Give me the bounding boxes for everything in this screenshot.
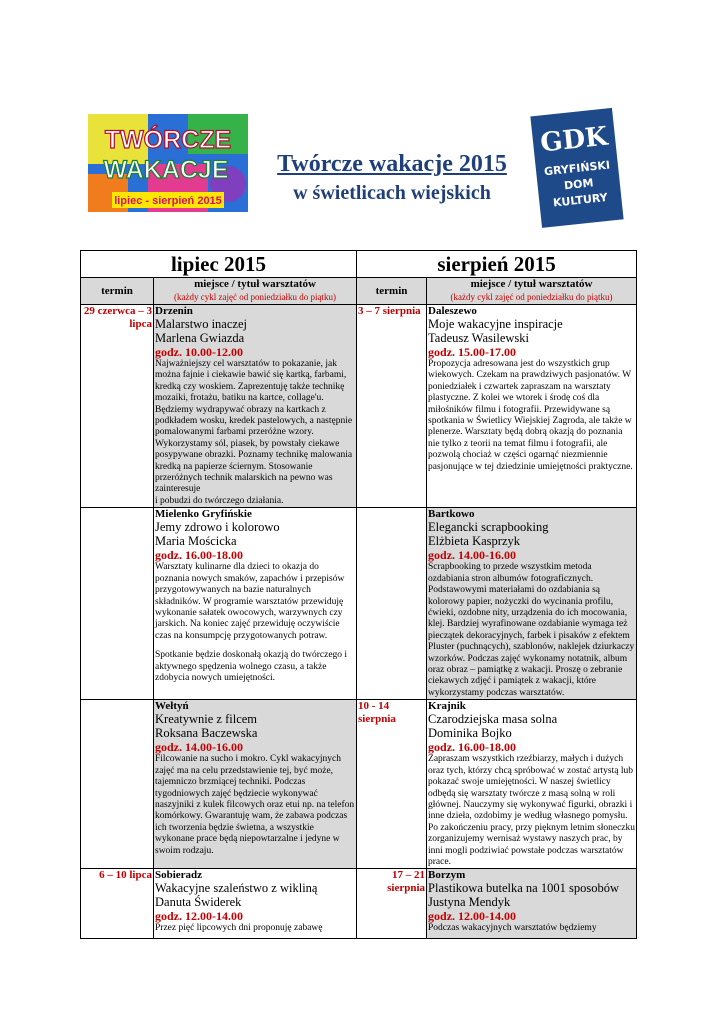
description-text: Propozycja adresowana jest do wszystkich grup wiekowych. Czekam na prawdziwych pasjonatów. W poniedziałek i czwartek zapraszam na warsztaty plastyczne. Z kolei we wtorek i środę coś dla miłośników filmu i fotografii. Przewidywane są spotkania w Świetlicy Wiejskiej Zagroda, ale także w plenerze. Warsztaty będą dobrą okazją do poznania nie tylko z teorii na temat filmu i fotografii, ale pozwolą chociaż w części ogarnąć niezmiennie pasjonujące w tej dziedzinie umiejętności praktyczne. bbox=[428, 359, 633, 472]
workshop-place: Sobieradz bbox=[155, 869, 203, 882]
workshop-leader: Marlena Gwiazda bbox=[155, 331, 245, 345]
term-cell bbox=[81, 700, 154, 869]
description-text: Zapraszam wszystkich rzeźbiarzy, małych i dużych oraz tych, którzy chcą spróbować w zostać artystą lub pokazać swoje umiejętności. W naszej świetlicy odbędą się warsztaty twórcze z masą solną w roli głównej. Nauczymy się wykonywać figurki, obrazki i inne dzieła, ozdobimy je według własnego pomysłu. Po zakończeniu pracy, przy pięknym letnim słoneczku zorganizujemy wernisaż wystawy naszych prac, by inni mogli podziwiać powstałe podczas warsztatów prace. bbox=[428, 754, 636, 867]
table-row bbox=[81, 508, 637, 700]
workshop-leader: Elżbieta Kasprzyk bbox=[428, 534, 520, 549]
description-text-2: i pobudzi do twórczego działania. bbox=[155, 495, 284, 506]
workshop-topic: Kreatywnie z filcem bbox=[155, 712, 258, 727]
col-term-left: termin bbox=[81, 278, 154, 305]
tworcze-wakacje-logo bbox=[88, 114, 248, 212]
workshop-place: Bartkowo bbox=[428, 508, 475, 521]
table-row bbox=[81, 869, 637, 939]
col-place-right bbox=[427, 278, 637, 305]
workshop-cell bbox=[427, 508, 637, 700]
table-row bbox=[81, 700, 637, 869]
workshop-cell bbox=[427, 700, 637, 869]
workshop-leader: Danuta Świderek bbox=[155, 895, 242, 910]
workshop-leader: Tadeusz Wasilewski bbox=[428, 331, 530, 345]
workshop-cell bbox=[427, 869, 637, 939]
workshop-description bbox=[428, 562, 635, 699]
description-text: Warsztaty kulinarne dla dzieci to okazja do poznania nowych smaków, zapachów i przepisów przygotowywanych na bazie naturalnych składników. W programie warsztatów przewiduję wykonanie sałatek owocowych, warzywnych czy jarskich. Na koniec zajęć przewiduję oczywiście czas na konsumpcję przygotowanych potraw. bbox=[155, 562, 345, 641]
workshop-cell bbox=[154, 869, 357, 939]
workshop-description bbox=[428, 359, 635, 473]
gdk-line1: GRYFIŃSKI bbox=[543, 158, 611, 179]
term-cell: 17 – 21 sierpnia bbox=[357, 869, 427, 939]
col-term-right: termin bbox=[357, 278, 427, 305]
workshop-place: Mielenko Gryfińskie bbox=[155, 508, 252, 521]
description-text: Filcowanie na sucho i mokro. Cykl wakacyjnych zajęć ma na celu przedstawienie tej, być może, tajemniczo brzmiącej techniki. Podczas tygodniowych zajęć będziecie wykonywać naszyjniki z kulek filcowych oraz etui np. na telefon komórkowy. Gwarantuję wam, że zabawa podczas ich tworzenia będzie świetna, a wszystkie wykonane prace będą niepowtarzalne i jedyne w swoim rodzaju. bbox=[155, 754, 355, 856]
term-cell: 3 – 7 sierpnia bbox=[357, 305, 427, 508]
col-place-left-label: miejsce / tytuł warsztatów bbox=[194, 278, 316, 290]
schedule-table bbox=[80, 250, 637, 939]
term-cell: 29 czerwca – 3 lipca bbox=[81, 305, 154, 508]
term-cell: 6 – 10 lipca bbox=[81, 869, 154, 939]
logo-dates: lipiec - sierpień 2015 bbox=[114, 195, 222, 207]
description-text: Scrapbooking to przede wszystkim metoda ozdabiania stron albumów fotograficznych. Podstawowymi materiałami do ozdabiania są kolorowy papier, nożyczki do wycinania profilu, ćwieki, ozdobne nity, urządzenia do ich mocowania, klej. Bardziej wyrafinowane ozdabianie wymaga też pieczątek dekoracyjnych, farbek i pisaków z efektem Pluster (puchnących), szablonów, naklejek dziurkaczy wzorków. Podczas zajęć wykonamy notatnik, album oraz obraz – pamiątkę z wakacji. Proszę o zebranie ciekawych zdjęć i pamiątek z wakacji, które wykorzystamy podczas warsztatów. bbox=[428, 562, 635, 698]
table-row bbox=[81, 305, 637, 508]
workshop-time: godz. 14.00-16.00 bbox=[155, 740, 243, 755]
col-note-left: (każdy cykl zajęć od poniedziałku do piątku) bbox=[174, 292, 336, 302]
workshop-topic: Wakacyjne szaleństwo z wikliną bbox=[155, 881, 318, 896]
logo-line2: WAKACJE bbox=[103, 156, 229, 184]
workshop-description bbox=[155, 923, 355, 934]
month-right: sierpień 2015 bbox=[357, 251, 637, 278]
term-cell bbox=[357, 508, 427, 700]
title-line2: w świetlicach wiejskich bbox=[293, 182, 491, 204]
workshop-description bbox=[428, 754, 635, 868]
column-header-row bbox=[81, 278, 637, 305]
workshop-leader: Roksana Baczewska bbox=[155, 726, 258, 741]
workshop-description bbox=[155, 359, 355, 507]
workshop-topic: Czarodziejska masa solna bbox=[428, 712, 558, 727]
description-text: Najważniejszy cel warsztatów to pokazanie, jak można fajnie i ciekawie bawić się kartką, farbami, kredką czy woskiem. Zaprezentuję także technikę mozaiki, frotażu, batiku na kartce, collage'u. Będziemy wydrapywać obrazy na kartkach z podkładem wosku, kredek pastelowych, a następnie pomalowanymi farbami przeróżne wzory. Wykorzystamy sól, piasek, by powstały ciekawe posypywane obrazki. Poznamy technikę malowania kredką na papierze ściernym. Stosowanie przeróżnych technik malarskich na pewno was zainteresuje bbox=[155, 359, 353, 495]
workshop-description bbox=[155, 562, 355, 684]
workshop-leader: Justyna Mendyk bbox=[428, 895, 511, 910]
gdk-logo bbox=[528, 104, 624, 232]
col-place-left bbox=[154, 278, 357, 305]
workshop-topic: Jemy zdrowo i kolorowo bbox=[155, 520, 280, 535]
gdk-line3: KULTURY bbox=[552, 190, 609, 210]
workshop-topic: Malarstwo inaczej bbox=[155, 317, 247, 331]
workshop-time: godz. 15.00-17.00 bbox=[428, 345, 517, 359]
logo-line1: TWÓRCZE bbox=[104, 126, 232, 154]
workshop-topic: Elegancki scrapbooking bbox=[428, 520, 549, 535]
workshop-time: godz. 16.00-18.00 bbox=[428, 740, 517, 755]
workshop-cell bbox=[154, 508, 357, 700]
workshop-leader: Maria Mościcka bbox=[155, 534, 237, 549]
workshop-place: Borzym bbox=[428, 869, 466, 882]
month-header-row bbox=[81, 251, 637, 278]
workshop-description bbox=[155, 754, 355, 857]
workshop-cell bbox=[154, 700, 357, 869]
workshop-place: Drzenin bbox=[155, 305, 193, 317]
term-cell bbox=[81, 508, 154, 700]
workshop-leader: Dominika Bojko bbox=[428, 726, 512, 741]
workshop-topic: Moje wakacyjne inspiracje bbox=[428, 317, 563, 331]
col-place-right-label: miejsce / tytuł warsztatów bbox=[470, 278, 593, 290]
workshop-time: godz. 10.00-12.00 bbox=[155, 345, 243, 359]
workshop-time: godz. 12.00-14.00 bbox=[155, 909, 243, 924]
workshop-time: godz. 12.00-14.00 bbox=[428, 909, 517, 924]
description-text: Przez pięć lipcowych dni proponuję zabawę bbox=[155, 923, 323, 934]
month-left: lipiec 2015 bbox=[81, 251, 357, 278]
workshop-time: godz. 14.00-16.00 bbox=[428, 548, 517, 563]
term-cell: 10 - 14 sierpnia bbox=[357, 700, 427, 869]
description-text-2: Spotkanie będzie doskonałą okazją do twórczego i aktywnego spędzenia wolnego czasu, a także zdobycia nowych umiejętności. bbox=[155, 650, 348, 683]
workshop-place: Krajnik bbox=[428, 700, 466, 713]
workshop-place: Wełtyń bbox=[155, 700, 189, 713]
workshop-place: Daleszewo bbox=[428, 305, 477, 317]
tworcze-wakacje-logo-graphic bbox=[88, 114, 248, 212]
title-line1: Twórcze wakacje 2015 bbox=[277, 151, 507, 177]
workshop-cell bbox=[427, 305, 637, 508]
workshop-topic: Plastikowa butelka na 1001 sposobów bbox=[428, 881, 619, 896]
description-text: Podczas wakacyjnych warsztatów będziemy bbox=[428, 923, 597, 934]
gdk-line2: DOM bbox=[563, 176, 595, 193]
workshop-cell bbox=[154, 305, 357, 508]
col-note-right: (każdy cykl zajęć od poniedziałku do piątku) bbox=[450, 292, 613, 302]
gdk-abbr: GDK bbox=[539, 121, 610, 159]
page-title bbox=[250, 150, 534, 206]
gdk-logo-graphic bbox=[528, 104, 624, 232]
workshop-time: godz. 16.00-18.00 bbox=[155, 548, 243, 563]
workshop-description bbox=[428, 923, 635, 934]
